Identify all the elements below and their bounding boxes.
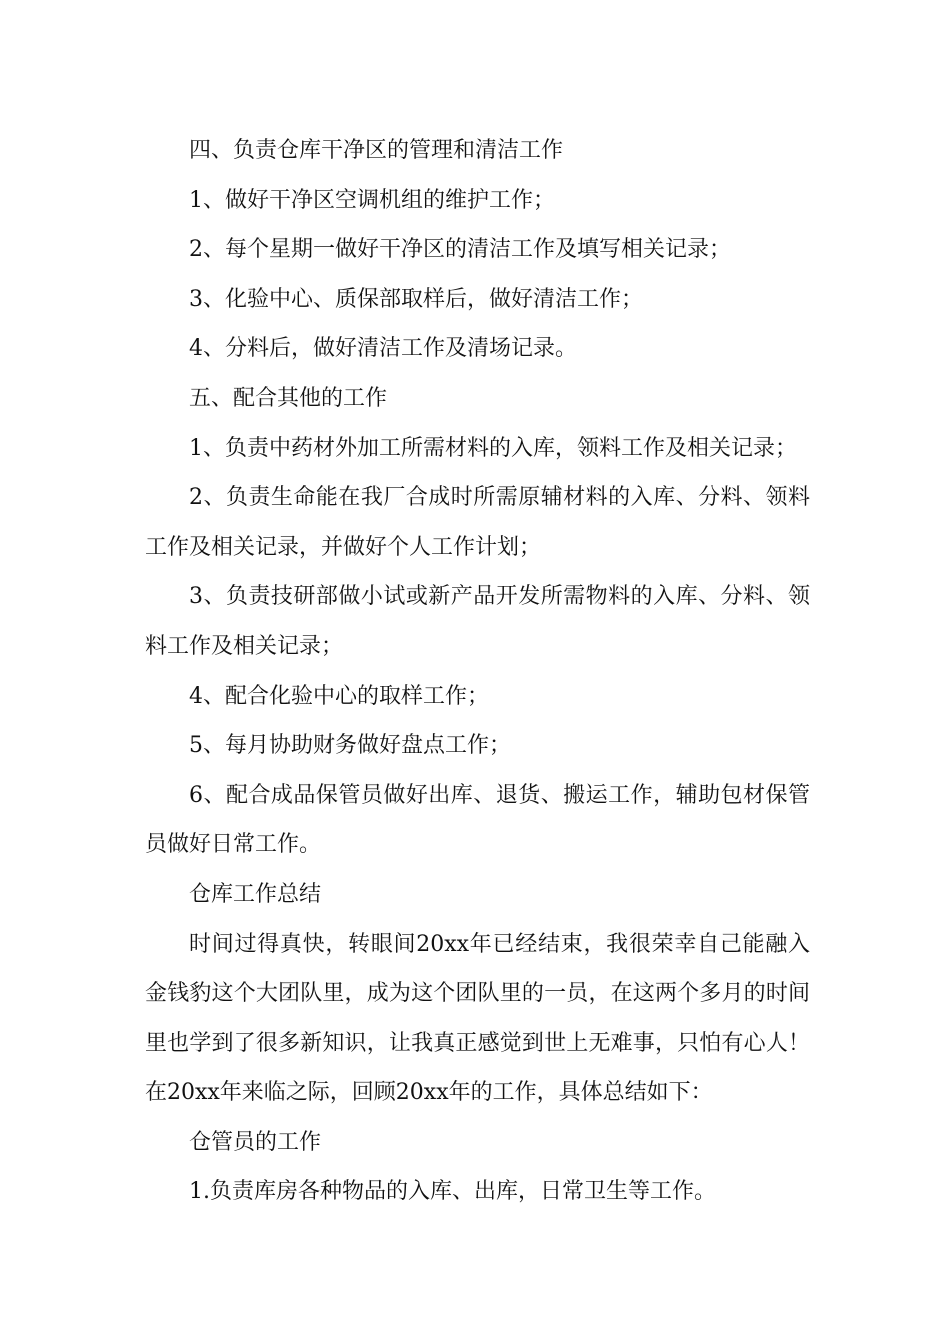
- subsection-heading: 仓管员的工作: [189, 1129, 322, 1155]
- list-item: 5、每月协助财务做好盘点工作；: [189, 733, 511, 759]
- section-heading-5: 五、配合其他的工作: [189, 385, 388, 411]
- list-item: 3、化验中心、质保部取样后，做好清洁工作；: [189, 286, 643, 312]
- list-item: 4、分料后，做好清洁工作及清场记录。: [189, 336, 577, 362]
- list-item: 6、配合成品保管员做好出库、退货、搬运工作，辅助包材保管员做好日常工作。: [145, 782, 810, 858]
- section-heading-4: 四、负责仓库干净区的管理和清洁工作: [189, 138, 564, 163]
- summary-title: 仓库工作总结: [189, 881, 322, 907]
- summary-intro-paragraph: 时间过得真快，转眼间20xx年已经结束，我很荣幸自己能融入金钱豹这个大团队里，成为这个团队里的一员，在这两个多月的时间里也学到了很多新知识，让我真正感觉到世上无难事，只怕有心人！在20xx年来临之际，回顾20xx年的工作，具体总结如下：: [145, 931, 810, 1106]
- list-item: 1、做好干净区空调机组的维护工作；: [189, 187, 555, 213]
- list-item: 4、配合化验中心的取样工作；: [189, 683, 489, 709]
- list-item: 2、每个星期一做好干净区的清洁工作及填写相关记录；: [189, 237, 731, 263]
- list-item: 1.负责库房各种物品的入库、出库，日常卫生等工作。: [189, 1179, 716, 1205]
- list-item: 1、负责中药材外加工所需材料的入库，领料工作及相关记录；: [189, 435, 797, 461]
- list-item: 3、负责技研部做小试或新产品开发所需物料的入库、分料、领料工作及相关记录；: [145, 584, 810, 659]
- document-body: [145, 126, 810, 1217]
- list-item: 2、负责生命能在我厂合成时所需原辅材料的入库、分料、领料工作及相关记录，并做好个人工作计划；: [145, 485, 810, 560]
